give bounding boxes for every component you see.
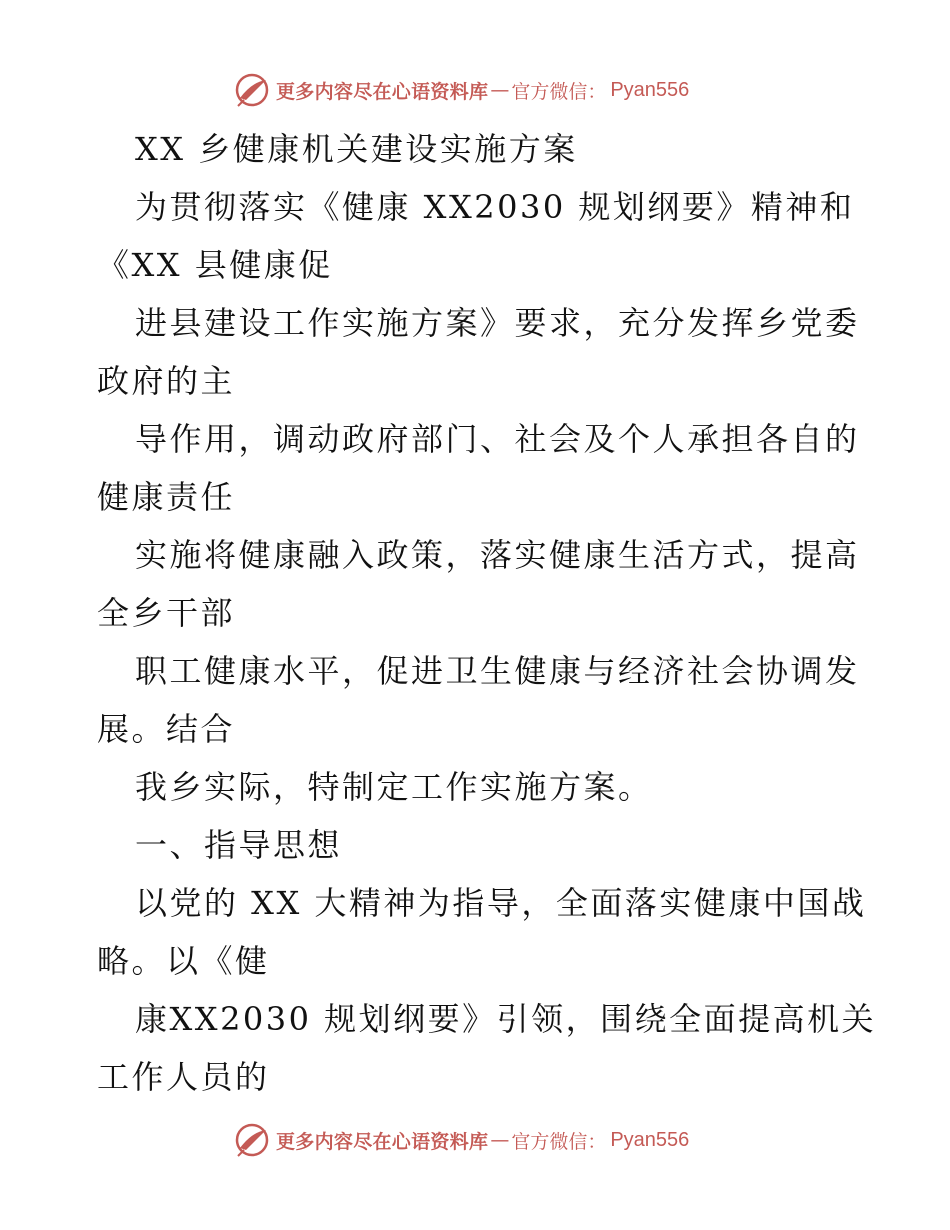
text-line: 进县建设工作实施方案》要求，充分发挥乡党委 — [135, 304, 860, 342]
text-line: 全乡干部 — [97, 594, 236, 632]
text-line: 以党的 XX 大精神为指导，全面落实健康中国战 — [135, 884, 867, 922]
banner-slogan: 更多内容尽在心语资料库 — [276, 80, 489, 103]
text-line: 导作用，调动政府部门、社会及个人承担各自的 — [135, 420, 860, 458]
footer-banner — [232, 1120, 689, 1160]
text-line: 我乡实际，特制定工作实施方案。 — [135, 768, 653, 806]
text-line: 略。以《健 — [97, 942, 270, 980]
text-line: 一、指导思想 — [135, 826, 343, 864]
text-line: 为贯彻落实《健康 XX2030 规划纲要》精神和 — [135, 188, 855, 226]
banner-slogan: 更多内容尽在心语资料库 — [276, 1130, 489, 1153]
wechat-id: Pyan556 — [610, 78, 690, 101]
text-line: 展。结合 — [97, 710, 236, 748]
banner-separator: — — [490, 79, 510, 101]
banner-separator: — — [490, 1129, 510, 1151]
document-body — [97, 120, 877, 1106]
text-line: 康XX2030 规划纲要》引领，围绕全面提高机关 — [135, 1000, 877, 1038]
pen-logo-icon — [232, 70, 272, 110]
text-line: XX 乡健康机关建设实施方案 — [135, 130, 578, 168]
text-line: 政府的主 — [97, 362, 236, 400]
text-line: 健康责任 — [97, 478, 236, 516]
pen-logo-icon — [232, 1120, 272, 1160]
text-line: 《XX 县健康促 — [97, 246, 333, 284]
text-line: 职工健康水平，促进卫生健康与经济社会协调发 — [135, 652, 860, 690]
text-line: 实施将健康融入政策，落实健康生活方式，提高 — [135, 536, 860, 574]
wechat-label: 官方微信： — [511, 80, 607, 103]
header-banner — [232, 70, 689, 110]
wechat-id: Pyan556 — [610, 1128, 690, 1151]
text-line: 工作人员的 — [97, 1058, 270, 1096]
wechat-label: 官方微信： — [511, 1130, 607, 1153]
